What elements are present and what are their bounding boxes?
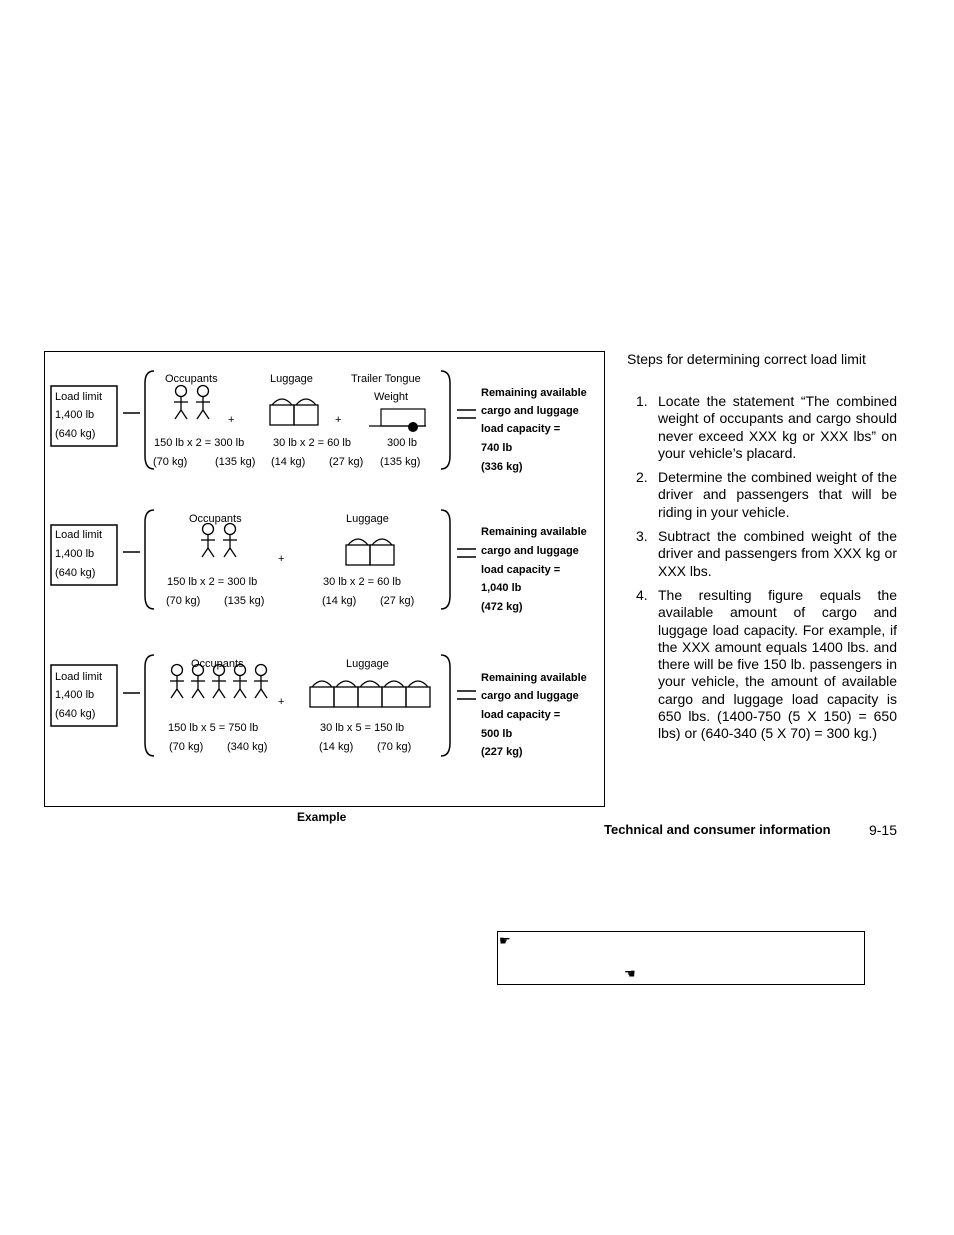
load-limit-kg: (640 kg) xyxy=(55,428,96,440)
step-number: 4. xyxy=(636,586,648,603)
luggage-icon xyxy=(334,681,358,707)
step-item xyxy=(627,587,897,743)
right-brace xyxy=(441,655,450,756)
pointing-hand-right-icon: ☛ xyxy=(499,933,511,948)
result-line-1: Remaining available xyxy=(481,387,587,399)
luggage-icon xyxy=(346,539,370,565)
step-item xyxy=(627,528,897,580)
result-line-2: cargo and luggage xyxy=(481,405,579,417)
load-limit-label: Load limit xyxy=(55,671,103,683)
occupants-kg-each: (70 kg) xyxy=(166,595,201,607)
occupant-icons xyxy=(201,524,237,558)
luggage-kg-total: (70 kg) xyxy=(377,741,412,753)
stick-figure-icon xyxy=(223,524,237,558)
step-text: Determine the combined weight of the driver and passengers that will be riding in your vehicle. xyxy=(658,469,897,520)
steps-list xyxy=(627,393,897,750)
load-limit-label: Load limit xyxy=(55,391,103,403)
load-limit-kg: (640 kg) xyxy=(55,567,96,579)
step-item xyxy=(627,393,897,462)
result-lb: 740 lb xyxy=(481,442,513,454)
example-row-1 xyxy=(51,371,587,473)
result-line-3: load capacity = xyxy=(481,423,561,435)
equals-sign xyxy=(457,691,476,699)
luggage-icon xyxy=(270,399,294,425)
equals-sign xyxy=(457,410,476,418)
load-limit-example-figure xyxy=(44,351,605,807)
luggage-icon xyxy=(370,539,394,565)
occupants-kg-each: (70 kg) xyxy=(153,456,188,468)
stick-figure-icon xyxy=(174,386,188,420)
result-kg: (227 kg) xyxy=(481,746,523,758)
step-number: 2. xyxy=(636,469,648,486)
occupants-kg-total: (135 kg) xyxy=(215,456,256,468)
page-number: 9-15 xyxy=(868,822,897,838)
step-item xyxy=(627,469,897,521)
load-limit-lb: 1,400 lb xyxy=(55,409,95,421)
luggage-icon xyxy=(310,681,334,707)
step-number: 1. xyxy=(636,393,648,409)
occupants-calc: 150 lb x 2 = 300 lb xyxy=(167,576,258,588)
right-brace xyxy=(441,371,450,469)
step-text: Subtract the combined weight of the driver and passengers from XXX kg or XXX lbs. xyxy=(658,528,897,579)
example-row-2 xyxy=(51,510,587,613)
equals-sign xyxy=(457,549,476,557)
stick-figure-icon xyxy=(170,665,184,699)
trailer-calc: 300 lb xyxy=(387,437,417,449)
stick-figure-icon xyxy=(196,386,210,420)
occupants-title: Occupants xyxy=(189,513,242,525)
luggage-title: Luggage xyxy=(346,513,389,525)
plus-sign: + xyxy=(278,553,285,565)
left-brace xyxy=(145,510,154,609)
luggage-calc: 30 lb x 2 = 60 lb xyxy=(273,437,351,449)
luggage-kg-total: (27 kg) xyxy=(380,595,415,607)
load-limit-label: Load limit xyxy=(55,529,103,541)
luggage-kg-each: (14 kg) xyxy=(319,741,354,753)
occupant-icons xyxy=(174,386,210,420)
left-brace xyxy=(145,655,154,756)
result-line-1: Remaining available xyxy=(481,526,587,538)
stick-figure-icon xyxy=(254,665,268,699)
luggage-icon xyxy=(294,399,318,425)
trailer-tongue-icon xyxy=(369,409,426,432)
right-brace xyxy=(441,510,450,609)
occupants-title: Occupants xyxy=(191,658,244,670)
result-kg: (472 kg) xyxy=(481,601,523,613)
luggage-icons xyxy=(310,681,430,707)
result-line-2: cargo and luggage xyxy=(481,690,579,702)
stick-figure-icon xyxy=(201,524,215,558)
result-lb: 1,040 lb xyxy=(481,582,522,594)
luggage-title: Luggage xyxy=(270,373,313,385)
luggage-kg-each: (14 kg) xyxy=(271,456,306,468)
result-lb: 500 lb xyxy=(481,728,513,740)
section-title: Technical and consumer information xyxy=(604,822,831,837)
occupants-kg-total: (135 kg) xyxy=(224,595,265,607)
luggage-calc: 30 lb x 5 = 150 lb xyxy=(320,722,405,734)
result-kg: (336 kg) xyxy=(481,461,523,473)
page-footer xyxy=(604,822,897,837)
luggage-kg-total: (27 kg) xyxy=(329,456,364,468)
plus-sign: + xyxy=(228,414,235,426)
plus-sign: + xyxy=(278,696,285,708)
result-line-2: cargo and luggage xyxy=(481,545,579,557)
steps-heading: Steps for determining correct load limit xyxy=(627,351,866,367)
pointing-hand-left-icon: ☚ xyxy=(624,966,636,981)
luggage-icon xyxy=(382,681,406,707)
step-number: 3. xyxy=(636,528,648,545)
occupants-kg-total: (340 kg) xyxy=(227,741,268,753)
occupants-calc: 150 lb x 5 = 750 lb xyxy=(168,722,259,734)
load-limit-lb: 1,400 lb xyxy=(55,548,95,560)
trailer-tongue-title: Trailer Tongue xyxy=(351,373,421,385)
step-text: Locate the statement “The combined weight of occupants and cargo should never exceed XXX kg or XXX lbs” on your vehicle’s placard. xyxy=(658,393,897,461)
luggage-title: Luggage xyxy=(346,658,389,670)
trailer-kg: (135 kg) xyxy=(380,456,421,468)
result-line-3: load capacity = xyxy=(481,564,561,576)
result-line-3: load capacity = xyxy=(481,709,561,721)
luggage-icons xyxy=(270,399,318,425)
trailer-weight-subtitle: Weight xyxy=(374,391,409,403)
note-box xyxy=(497,931,865,985)
luggage-icon xyxy=(358,681,382,707)
plus-sign: + xyxy=(335,414,342,426)
load-limit-kg: (640 kg) xyxy=(55,708,96,720)
left-brace xyxy=(145,371,154,469)
luggage-kg-each: (14 kg) xyxy=(322,595,357,607)
occupants-calc: 150 lb x 2 = 300 lb xyxy=(154,437,245,449)
luggage-calc: 30 lb x 2 = 60 lb xyxy=(323,576,401,588)
occupants-kg-each: (70 kg) xyxy=(169,741,204,753)
figure-caption: Example xyxy=(297,810,347,824)
step-text: The resulting figure equals the available amount of cargo and luggage load capacity. For example, if the XXX amount equals 1400 lbs. and there will be five 150 lb. passengers in your vehicle, the amount of available cargo and luggage load capacity is 650 lbs. (1400-750 (5 X 150) = 650 lbs) or (640-340 (5 X 70) = 300 kg.) xyxy=(658,586,897,742)
load-limit-lb: 1,400 lb xyxy=(55,689,95,701)
example-row-3 xyxy=(51,655,587,758)
luggage-icon xyxy=(406,681,430,707)
occupants-title: Occupants xyxy=(165,373,218,385)
result-line-1: Remaining available xyxy=(481,672,587,684)
luggage-icons xyxy=(346,539,394,565)
